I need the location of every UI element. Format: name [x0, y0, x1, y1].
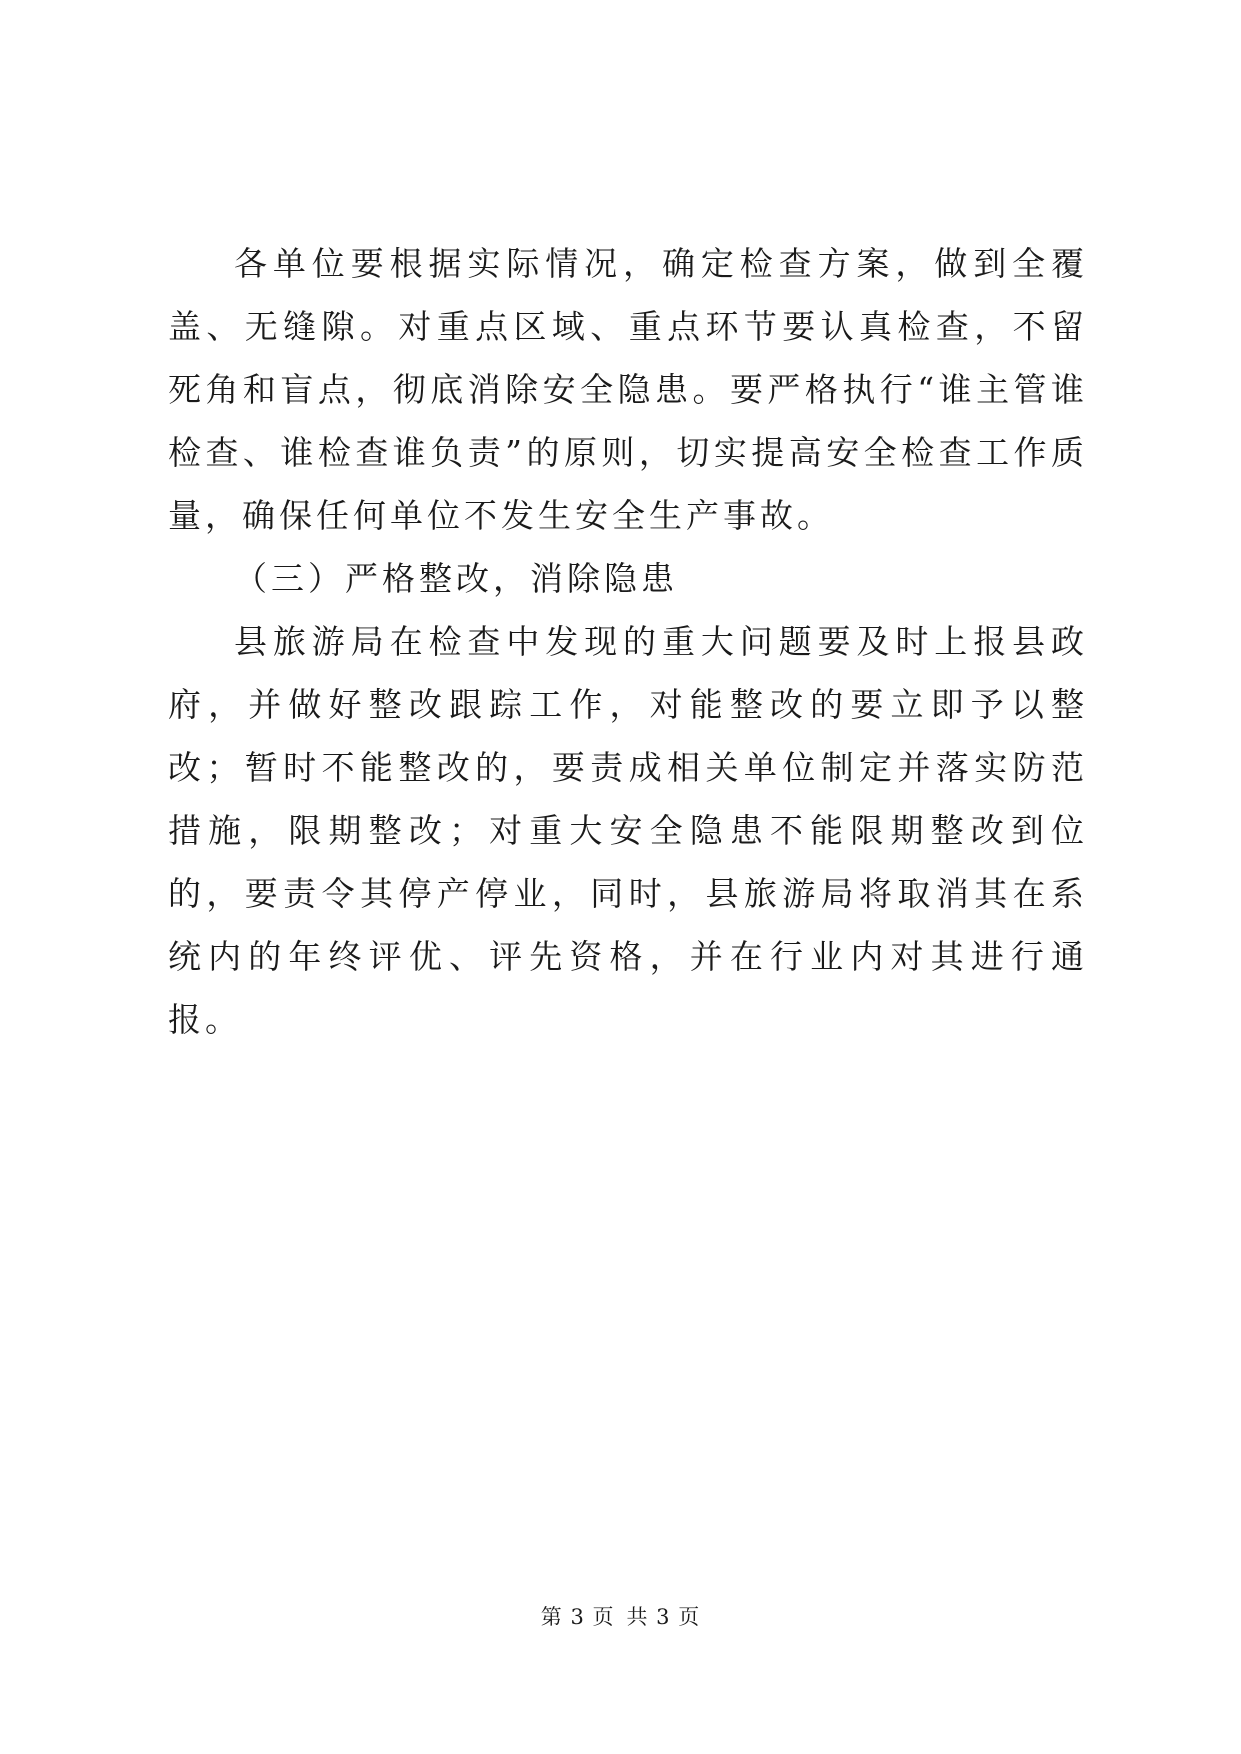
- page-number: 第 3 页: [540, 1605, 615, 1629]
- section-heading: （三）严格整改，消除隐患: [234, 559, 678, 598]
- page-footer: [0, 1601, 1241, 1631]
- body-paragraph: 各单位要根据实际情况，确定检查方案，做到全覆盖、无缝隙。对重点区域、重点环节要认真检查，不留死角和盲点，彻底消除安全隐患。要严格执行“谁主管谁检查、谁检查谁负责”的原则，切实提高安全检查工作质量，确保任何单位不发生安全生产事故。: [168, 244, 1088, 535]
- body-paragraph: 县旅游局在检查中发现的重大问题要及时上报县政府，并做好整改跟踪工作，对能整改的要立即予以整改；暂时不能整改的，要责成相关单位制定并落实防范措施，限期整改；对重大安全隐患不能限期整改到位的，要责令其停产停业，同时，县旅游局将取消其在系统内的年终评优、评先资格，并在行业内对其进行通报。: [168, 622, 1088, 1039]
- document-body: [168, 232, 1088, 1051]
- page-total: 共 3 页: [626, 1605, 701, 1629]
